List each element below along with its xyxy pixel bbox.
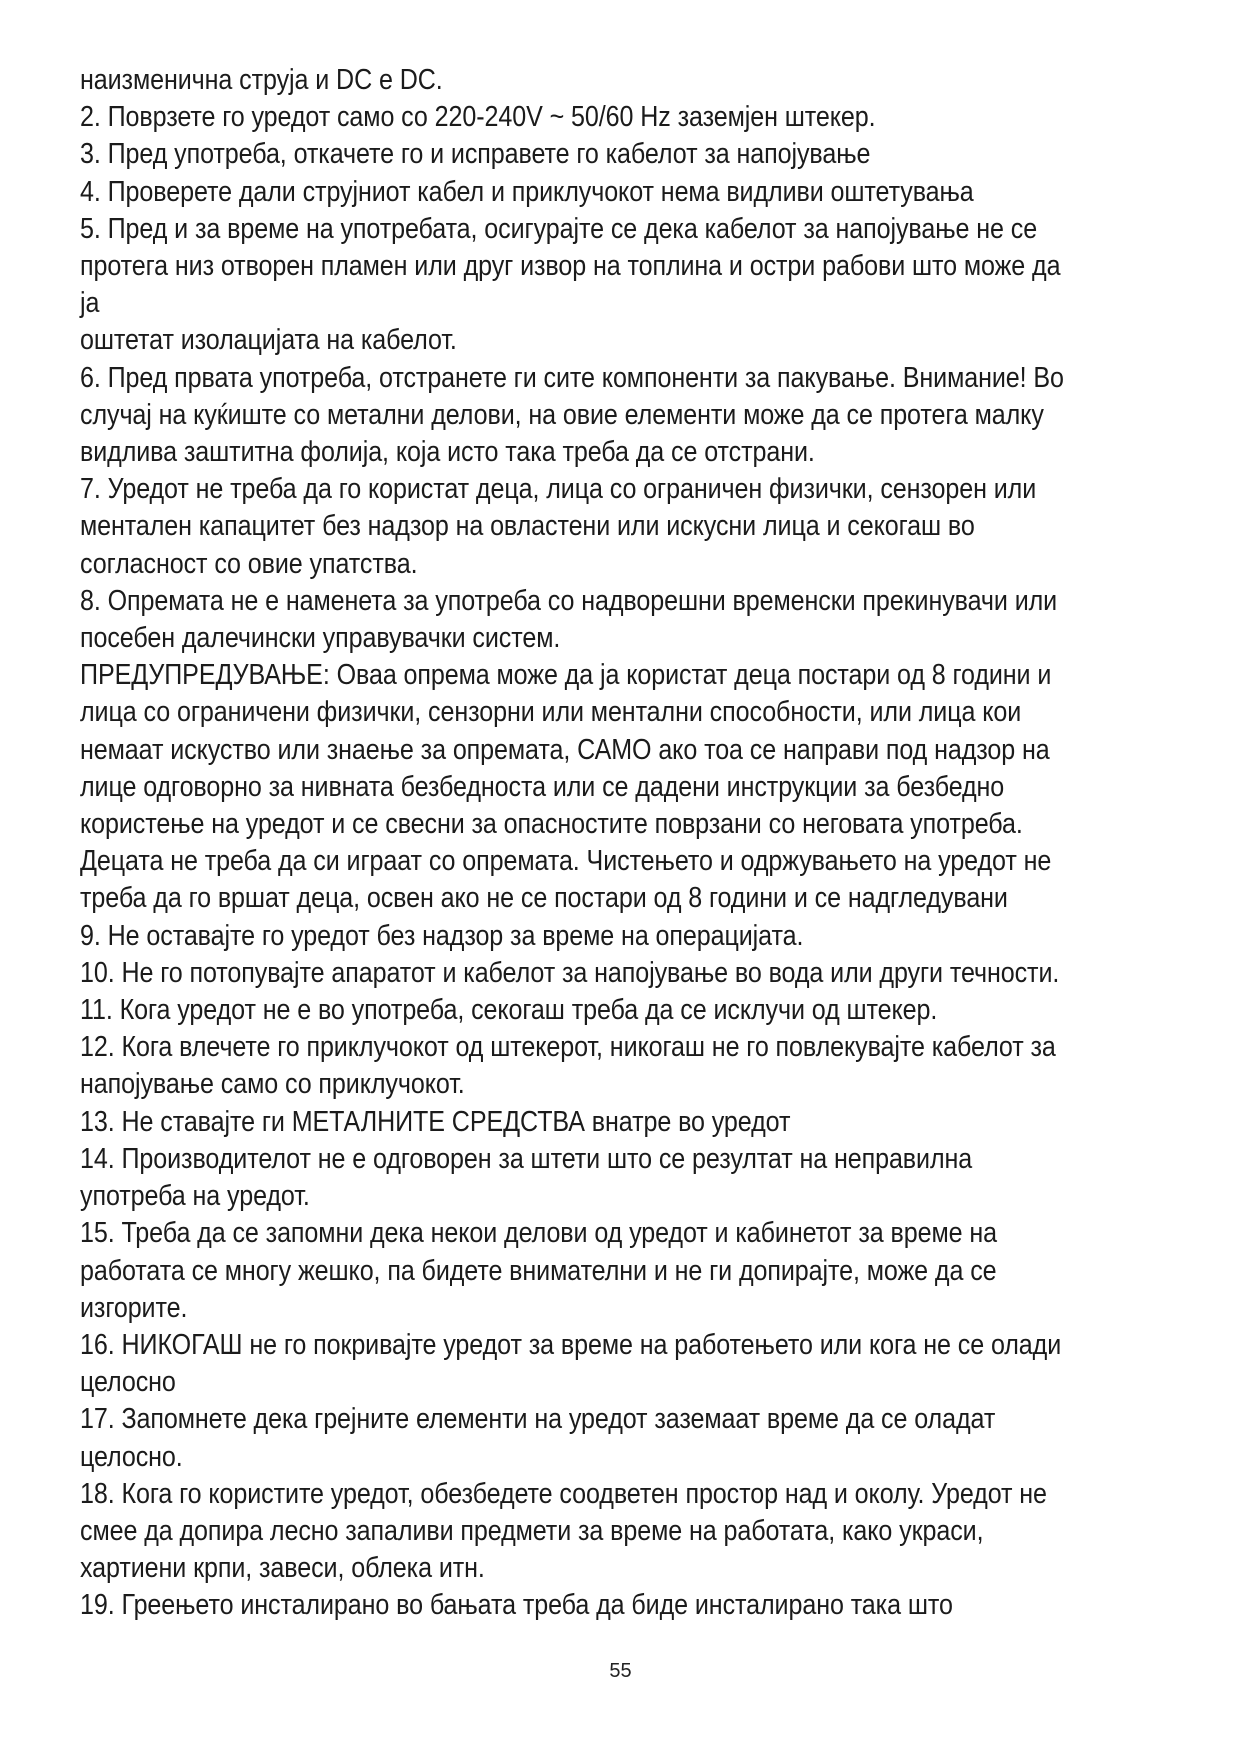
paragraph-item-7: 7. Уредот не треба да го користат деца, лица со ограничен физички, сензорен или ментален капацитет без надзор на овластени или искусни лица и секогаш во согласност со овие упатства. (80, 473, 1037, 580)
paragraph-item-18: 18. Кога го користите уредот, обезбедете соодветен простор над и околу. Уредот не смее да допира лесно запаливи предмети за време на работата, како украси, хартиени крпи, завеси, облека итн. (80, 1477, 1047, 1585)
paragraph-warning: ПРЕДУПРЕДУВАЊЕ: Оваа опрема може да ја користат деца постари од 8 години и лица со ограничени физички, сензорни или ментални способности, или лица кои немаат искуство или знаење за опремата, САМО ако тоа се направи под надзор на лице одговорно за нивната безбедноста или се дадени инструкции за безбедно користење на уредот и се свесни за опасностите поврзани со неговата употреба. Децата не треба да си играат со опремата. Чистењето и одржувањето на уредот не треба да го вршат деца, освен ако не се постари од 8 години и се надгледувани (80, 659, 1052, 915)
paragraph-item-5: 5. Пред и за време на употребата, осигурајте се дека кабелот за напојување не се протега низ отворен пламен или друг извор на топлина и остри рабови што може да ја оштетат изолацијата на кабелот. (80, 212, 1061, 357)
paragraph-item-13: 13. Не ставајте ги МЕТАЛНИТЕ СРЕДСТВА внатре во уредот (80, 1105, 791, 1138)
page-number: 55 (609, 1660, 632, 1682)
paragraph-item-19: 19. Греењето инсталирано во бањата треба да биде инсталирано така што (80, 1589, 953, 1622)
paragraph-item-9: 9. Не оставајте го уредот без надзор за време на операцијата. (80, 919, 804, 952)
paragraph-item-16: 16. НИКОГАШ не го покривајте уредот за време на работењето или кога не се олади целосно (80, 1328, 1062, 1399)
paragraph-item-8: 8. Опремата не е наменета за употреба со надворешни временски прекинувачи или посебен далечински управувачки систем. (80, 584, 1058, 655)
paragraph-item-15: 15. Треба да се запомни дека некои делови од уредот и кабинетот за време на работата се многу жешко, па бидете внимателни и не ги допирајте, може да се изгорите. (80, 1217, 997, 1324)
paragraph-item-12: 12. Кога влечете го приклучокот од штекерот, никогаш не го повлекувајте кабелот за напојување само со приклучокот. (80, 1031, 1056, 1101)
paragraph-item-11: 11. Кога уредот не е во употреба, секогаш треба да се исклучи од штекер. (80, 994, 938, 1027)
paragraph-item-3: 3. Пред употреба, откачете го и исправете го кабелот за напојување (80, 138, 871, 171)
paragraph-item-2: 2. Поврзете го уредот само со 220-240V ~ 50/60 Hz заземјен штекер. (80, 101, 876, 134)
document-body (80, 62, 1066, 1625)
paragraph-item-6: 6. Пред првата употреба, отстранете ги сите компоненти за пакување. Внимание! Во случај на куќиште со метални делови, на овие елементи може да се протега малку видлива заштитна фолија, која исто така треба да се отстрани. (80, 361, 1064, 469)
paragraph-item-10: 10. Не го потопувајте апаратот и кабелот за напојување во вода или други течности. (80, 956, 1060, 989)
paragraph-item-4: 4. Проверете дали струјниот кабел и приклучокот нема видливи оштетувања (80, 175, 974, 208)
paragraph-continuation: наизменична струја и DC е DC. (80, 64, 443, 96)
paragraph-item-14: 14. Производителот не е одговорен за штети што се резултат на неправилна употреба на уредот. (80, 1142, 973, 1213)
paragraph-item-17: 17. Запомнете дека грејните елементи на уредот заземаат време да се оладат целосно. (80, 1403, 996, 1473)
